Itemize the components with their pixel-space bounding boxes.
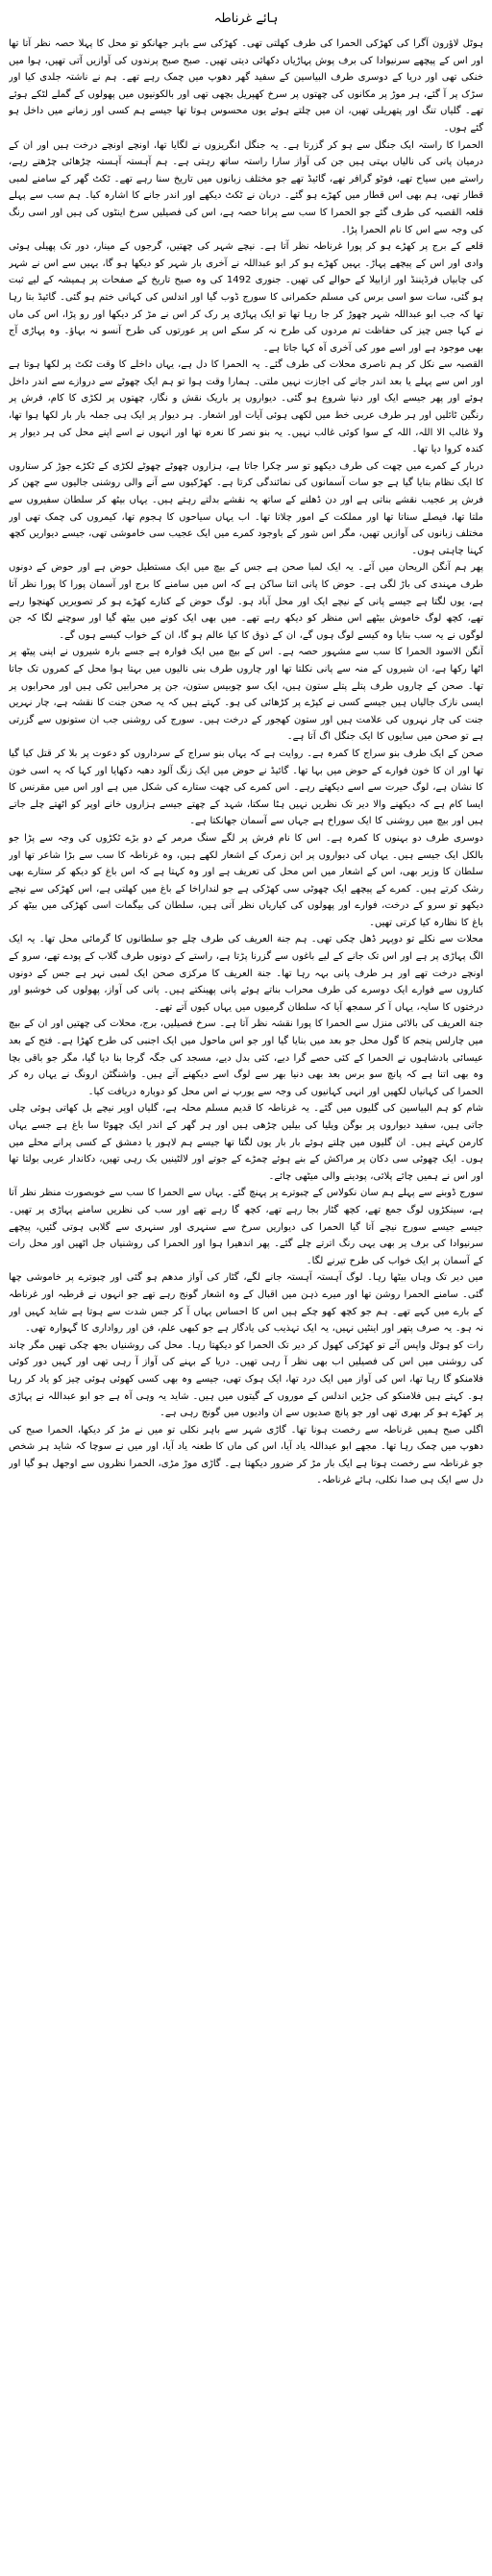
article-paragraph: صحن کے ایک طرف بنو سراج کا کمرہ ہے۔ روایت ہے کہ یہاں بنو سراج کے سرداروں کو دعوت پر بلا کر قتل کیا گیا تھا اور ان کا خون فوارے کے حوض میں بہا تھا۔ گائیڈ نے حوض میں ایک زنگ آلود دھبہ دکھایا اور کہا کہ یہ اسی خون کا نشان ہے، لوگ حیرت سے اسے دیکھتے رہے۔ اس کمرے کی چھت ستارے کی شکل میں ہے اور اس میں مقرنس کا ایسا کام ہے کہ دیکھنے والا دیر تک نظریں نہیں ہٹا سکتا، شہد کے چھتے جیسے ہزاروں خانے اوپر کو اٹھتے چلے جاتے ہیں اور بیچ میں روشنی کا ایک سوراخ ہے جہاں سے آسمان جھانکتا ہے۔: [9, 748, 483, 827]
article-paragraph: شام کو ہم البیاسین کی گلیوں میں گئے۔ یہ غرناطہ کا قدیم مسلم محلہ ہے، گلیاں اوپر نیچے بل کھاتی ہوئی چلی جاتی ہیں، سفید دیواروں پر بوگن ویلیا کی بیلیں چڑھی ہیں اور ہر گھر کے اندر ایک چھوٹا سا باغ ہے جسے یہاں کارمن کہتے ہیں۔ ان گلیوں میں چلتے ہوئے بار بار یوں لگتا تھا جیسے ہم لاہور یا دمشق کے کسی پرانے محلے میں ہوں۔ ایک چھوٹی سی دکان پر مراکش کے بنے ہوئے چمڑے کے جوتے اور لالٹینیں بک رہی تھیں، دکاندار عربی بولتا تھا اور اس نے ہمیں چائے پلائی، پودینے والی میٹھی چائے۔: [9, 1103, 483, 1182]
article-paragraph: آنگن الاسود الحمرا کا سب سے مشہور حصہ ہے۔ اس کے بیچ میں ایک فوارہ ہے جسے بارہ شیروں نے اپنی پیٹھ پر اٹھا رکھا ہے، ان شیروں کے منہ سے پانی نکلتا تھا اور چاروں طرف بنی نالیوں میں بہتا ہوا محل کے کمروں تک جاتا تھا۔ صحن کے چاروں طرف پتلے پتلے ستون ہیں، ایک سو چوبیس ستون، جن پر محرابیں ٹکی ہیں اور محرابوں پر ایسی نازک جالیاں ہیں جیسے کسی نے کپڑے پر کڑھائی کی ہو۔ کہتے ہیں کہ یہ صحن جنت کا نقشہ ہے، چار نہریں جنت کی چار نہروں کی علامت ہیں اور ستون کھجور کے درخت ہیں۔ سورج کی روشنی جب ان ستونوں سے گزرتی ہے تو صحن میں سایوں کا ایک جنگل اگ آتا ہے۔: [9, 647, 483, 743]
article-paragraph: اگلی صبح ہمیں غرناطہ سے رخصت ہونا تھا۔ گاڑی شہر سے باہر نکلی تو میں نے مڑ کر دیکھا، الحمرا صبح کی دھوپ میں چمک رہا تھا۔ مجھے ابو عبداللہ یاد آیا، اس کی ماں کا طعنہ یاد آیا، اور میں نے سوچا کہ شاید ہر شخص جو غرناطہ سے رخصت ہوتا ہے ایک بار مڑ کر ضرور دیکھتا ہے۔ گاڑی موڑ مڑی، الحمرا نظروں سے اوجھل ہو گیا اور دل سے ایک ہی صدا نکلی، ہائے غرناطہ۔: [9, 1424, 483, 1486]
article-paragraph: القصبہ سے نکل کر ہم ناصری محلات کی طرف گئے۔ یہ الحمرا کا دل ہے، یہاں داخلے کا وقت ٹکٹ پر لکھا ہوتا ہے اور اس سے پہلے یا بعد اندر جانے کی اجازت نہیں ملتی۔ ہمارا وقت ہوا تو ہم ایک چھوٹے سے دروازے سے اندر داخل ہوئے اور پھر جیسے ایک اور دنیا شروع ہو گئی۔ دیواروں پر باریک نقش و نگار، چھتوں پر لکڑی کا کام، فرش پر رنگین ٹائلیں اور ہر طرف عربی خط میں لکھی ہوئی آیات اور اشعار۔ ہر دیوار پر ایک ہی جملہ بار بار لکھا ہوا تھا، ولا غالب الا اللہ، اللہ کے سوا کوئی غالب نہیں۔ یہ بنو نصر کا نعرہ تھا اور انہوں نے اسے اپنے محل کی ہر دیوار پر کندہ کروا دیا تھا۔: [9, 359, 483, 455]
article-paragraph: جنة العریف کی بالائی منزل سے الحمرا کا پورا نقشہ نظر آتا ہے۔ سرخ فصیلیں، برج، محلات کی چھتیں اور ان کے بیچ میں چارلس پنجم کا گول محل جو بعد میں بنایا گیا اور جو اس ماحول میں ایک اجنبی کی طرح کھڑا ہے۔ فتح کے بعد عیسائی بادشاہوں نے الحمرا کے کئی حصے گرا دیے، کئی بدل دیے، مسجد کی جگہ گرجا بنا دیا گیا، مگر جو باقی بچا وہ بھی اتنا ہے کہ پانچ سو برس بعد بھی دنیا بھر سے لوگ اسے دیکھنے آتے ہیں۔ واشنگٹن ارونگ نے یہاں رہ کر الحمرا کی کہانیاں لکھیں اور انہی کہانیوں کی وجہ سے یورپ نے اس محل کو دوبارہ دریافت کیا۔: [9, 1018, 483, 1097]
article-body: [9, 36, 483, 2563]
article-paragraph: دربار کے کمرے میں چھت کی طرف دیکھو تو سر چکرا جاتا ہے، ہزاروں چھوٹے چھوٹے لکڑی کے ٹکڑے جوڑ کر ستاروں کا ایک نظام بنایا گیا ہے جو سات آسمانوں کی نمائندگی کرتا ہے۔ کھڑکیوں سے آنے والی روشنی جالیوں سے چھن کر فرش پر عجیب نقشے بناتی ہے اور دن ڈھلنے کے ساتھ یہ نقشے بدلتے رہتے ہیں۔ یہاں بیٹھ کر سلطان سفیروں سے ملتا تھا، فیصلے سناتا تھا اور مملکت کے امور چلاتا تھا۔ اب یہاں سیاحوں کا ہجوم تھا، کیمروں کی چمک تھی اور مختلف زبانوں کی آوازیں تھیں، مگر اس شور کے باوجود کمرے میں ایک عجیب سی خاموشی تھی، جیسے دیواریں کچھ کہنا چاہتی ہوں۔: [9, 460, 483, 556]
article-paragraph: الحمرا کا راستہ ایک جنگل سے ہو کر گزرتا ہے۔ یہ جنگل انگریزوں نے لگایا تھا، اونچے اونچے درخت ہیں اور ان کے درمیان پانی کی نالیاں بہتی ہیں جن کی آواز سارا راستہ ساتھ رہتی ہے۔ ہم آہستہ آہستہ چڑھائی چڑھتے رہے، راستے میں سیاح تھے، فوٹو گرافر تھے، گائیڈ تھے جو مختلف زبانوں میں تاریخ سنا رہے تھے۔ ٹکٹ گھر کے سامنے لمبی قطار تھی، ہم بھی اس قطار میں کھڑے ہو گئے۔ دربان نے ٹکٹ دیکھے اور اندر جانے کا اشارہ کیا۔ ہم سب سے پہلے قلعہ القصبہ کی طرف گئے جو الحمرا کا سب سے پرانا حصہ ہے، اس کی فصیلیں سرخ اینٹوں کی ہیں اور اسی رنگ کی وجہ سے اس کا نام الحمرا پڑا۔: [9, 139, 483, 235]
article-title: ہائے غرناطہ: [213, 12, 279, 26]
article-paragraph: رات کو ہوٹل واپس آئے تو کھڑکی کھول کر دیر تک الحمرا کو دیکھتا رہا۔ محل کی روشنیاں بجھ چکی تھیں مگر چاند کی روشنی میں اس کی فصیلیں اب بھی نظر آ رہی تھیں۔ دریا کے بہنے کی آواز آ رہی تھی اور کہیں دور کوئی فلامنکو گا رہا تھا، اس کی آواز میں ایک درد تھا، ایک ہوک تھی، جیسے وہ بھی کسی کھوئی ہوئی چیز کو یاد کر رہا ہو۔ کہتے ہیں فلامنکو کی جڑیں اندلس کے موروں کے گیتوں میں ہیں۔ شاید یہ وہی آہ ہے جو ابو عبداللہ نے پہاڑی پر کھڑے ہو کر بھری تھی اور جو پانچ صدیوں سے ان وادیوں میں گونج رہی ہے۔: [9, 1339, 483, 1419]
article-paragraph: ہوٹل لاؤرون آگرا کی کھڑکی الحمرا کی طرف کھلتی تھی۔ کھڑکی سے باہر جھانکو تو محل کا پہلا حصہ نظر آتا تھا اور اس کے پیچھے سرنیوادا کی برف پوش پہاڑیاں دکھائی دیتی تھیں۔ صبح صبح پرندوں کی آوازیں آتی تھیں، ہوا میں خنکی تھی اور دریا کے دوسری طرف البیاسین کے سفید گھر دھوپ میں چمک رہے تھے۔ ہم نے ناشتہ جلدی کیا اور سڑک پر آ گئے، ہر موڑ پر مکانوں کی چھتوں پر سرخ کھپریل بچھی تھی اور بالکونیوں میں پھولوں کے گملے لٹکے ہوئے تھے۔ گلیاں تنگ اور پتھریلی تھیں، ان میں چلتے ہوئے یوں محسوس ہوتا تھا جیسے ہم کسی اور زمانے میں داخل ہو گئے ہوں۔: [9, 38, 483, 134]
article-paragraph: میں دیر تک وہاں بیٹھا رہا۔ لوگ آہستہ آہستہ جانے لگے، گٹار کی آواز مدھم ہو گئی اور چبوترے پر خاموشی چھا گئی۔ سامنے الحمرا روشن تھا اور میرے ذہن میں اقبال کے وہ اشعار گونج رہے تھے جو انہوں نے قرطبہ اور غرناطہ کے بارے میں کہے تھے۔ ہم جو کچھ کھو چکے ہیں اس کا احساس یہاں آ کر جس شدت سے ہوتا ہے شاید کہیں اور نہ ہو۔ یہ صرف پتھر اور اینٹیں نہیں، یہ ایک تہذیب کی یادگار ہے جو کبھی علم، فن اور رواداری کا گہوارہ تھی۔: [9, 1272, 483, 1335]
article-paragraph: دوسری طرف دو بہنوں کا کمرہ ہے۔ اس کا نام فرش پر لگے سنگ مرمر کے دو بڑے ٹکڑوں کی وجہ سے پڑا جو بالکل ایک جیسے ہیں۔ یہاں کی دیواروں پر ابن زمرک کے اشعار لکھے ہیں، وہ غرناطہ کا سب سے بڑا شاعر تھا اور سلطان کا وزیر بھی، اس کے اشعار میں اس محل کی تعریف ہے اور وہ کہتا ہے کہ اس باغ کو دیکھ کر ستارے بھی رشک کرتے ہیں۔ کمرے کے پیچھے ایک چھوٹی سی کھڑکی ہے جو لنداراخا کے باغ میں کھلتی ہے، اس کھڑکی سے نیچے دیکھو تو سرو کے درخت، فوارے اور پھولوں کی کیاریاں نظر آتی ہیں، سلطان کی بیگمات اسی کھڑکی میں بیٹھ کر باغ کا نظارہ کیا کرتی تھیں۔: [9, 832, 483, 928]
article-paragraph: محلات سے نکلے تو دوپہر ڈھل چکی تھی۔ ہم جنة العریف کی طرف چلے جو سلطانوں کا گرمائی محل تھا۔ یہ ایک الگ پہاڑی پر ہے اور اس تک جانے کے لیے باغوں سے گزرنا پڑتا ہے، راستے کے دونوں طرف گلاب کے پودے تھے، سرو کے اونچے درخت تھے اور ہر طرف پانی بہہ رہا تھا۔ جنة العریف کا مرکزی صحن ایک لمبی نہر ہے جس کے دونوں کناروں سے فوارے ایک دوسرے کی طرف محراب بناتے ہوئے پانی پھینکتے ہیں۔ پانی کی آواز، پھولوں کی خوشبو اور درختوں کا سایہ، یہاں آ کر سمجھ آیا کہ سلطان گرمیوں میں یہاں کیوں آتے تھے۔: [9, 934, 483, 1013]
article-paragraph: سورج ڈوبنے سے پہلے ہم سان نکولاس کے چبوترے پر پہنچ گئے۔ یہاں سے الحمرا کا سب سے خوبصورت منظر نظر آتا ہے، سینکڑوں لوگ جمع تھے، کچھ گٹار بجا رہے تھے، کچھ گا رہے تھے اور سب کی نظریں سامنے پہاڑی پر تھیں۔ جیسے جیسے سورج نیچے آتا گیا الحمرا کی دیواریں سرخ سے سنہری اور سنہری سے گلابی ہوتی گئیں، پیچھے سرنیوادا کی برف پر بھی یہی رنگ اترتے چلے گئے۔ پھر اندھیرا ہوا اور الحمرا کی روشنیاں جل اٹھیں اور محل رات کے آسمان پر ایک خواب کی طرح تیرنے لگا۔: [9, 1188, 483, 1266]
article-paragraph: پھر ہم آنگن الریحان میں آئے۔ یہ ایک لمبا صحن ہے جس کے بیچ میں ایک مستطیل حوض ہے اور حوض کے دونوں طرف مہندی کی باڑ لگی ہے۔ حوض کا پانی اتنا ساکن ہے کہ اس میں سامنے کا برج اور آسمان پورا کا پورا نظر آتا ہے، یوں لگتا ہے جیسے پانی کے نیچے ایک اور محل آباد ہو۔ لوگ حوض کے کنارے کھڑے ہو کر تصویریں کھنچوا رہے تھے، کچھ لوگ خاموش بیٹھے اس منظر کو دیکھ رہے تھے۔ میں بھی ایک کونے میں بیٹھ گیا اور سوچنے لگا کہ جن لوگوں نے یہ سب بنایا وہ کیسے لوگ ہوں گے، ان کے ذوق کا کیا عالم ہو گا، ان کے خواب کیسے ہوں گے۔: [9, 562, 483, 641]
article-paragraph: قلعے کے برج پر کھڑے ہو کر پورا غرناطہ نظر آتا ہے۔ نیچے شہر کی چھتیں، گرجوں کے مینار، دور تک پھیلی ہوئی وادی اور اس کے پیچھے پہاڑ۔ یہیں کھڑے ہو کر ابو عبداللہ نے آخری بار شہر کو دیکھا ہو گا، یہیں سے اس نے شہر کی چابیاں فرڈیننڈ اور ازابیلا کے حوالے کی تھیں۔ جنوری 1492 کی وہ صبح تاریخ کے صفحات پر ہمیشہ کے لیے ثبت ہو گئی، سات سو اسی برس کی مسلم حکمرانی کا سورج ڈوب گیا اور اندلس کی کہانی ختم ہو گئی۔ گائیڈ بتا رہا تھا کہ جب ابو عبداللہ شہر چھوڑ کر جا رہا تھا تو ایک پہاڑی پر رک کر اس نے مڑ کر دیکھا اور رو پڑا، اس کی ماں نے کہا جس چیز کی حفاظت تم مردوں کی طرح نہ کر سکے اس پر عورتوں کی طرح آنسو نہ بہاؤ۔ وہ پہاڑی آج بھی موجود ہے اور اسے مور کی آخری آہ کہا جاتا ہے۔: [9, 241, 483, 354]
